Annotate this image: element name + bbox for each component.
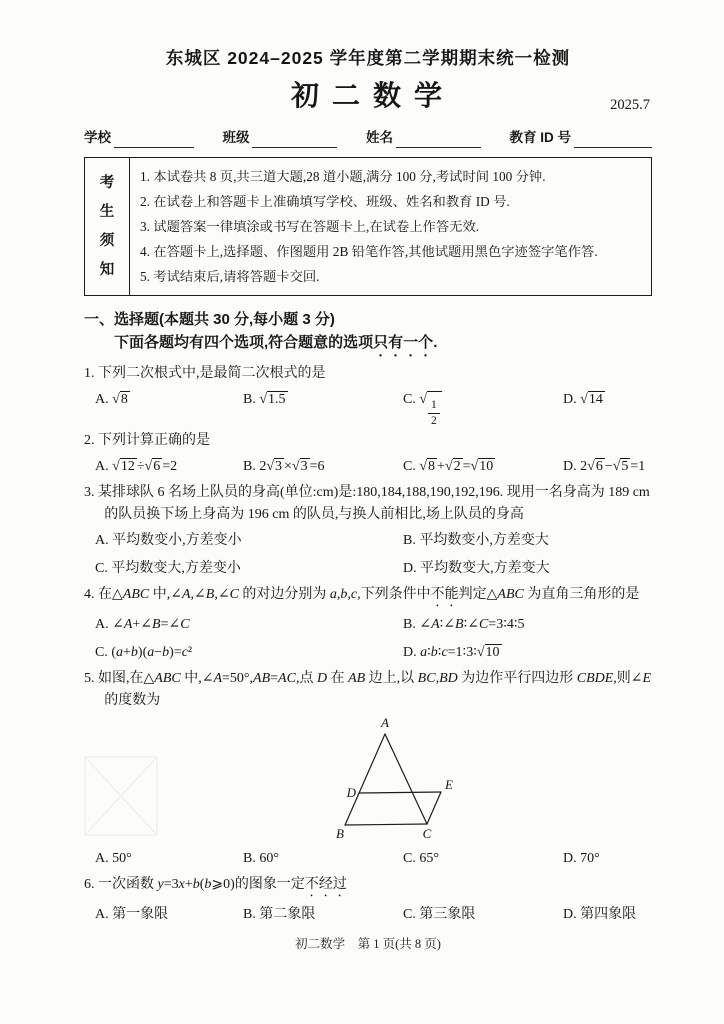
school-blank-line (114, 132, 194, 148)
question-4-options (84, 613, 652, 665)
question-5-option-a: A. 50° (95, 851, 132, 867)
notice-side-label (85, 158, 130, 295)
question-1-stem: 1. 下列二次根式中,是最简二次根式的是 (84, 366, 326, 381)
notice-items (130, 158, 651, 295)
name-label: 姓名 (365, 130, 393, 145)
question-2-option-c: C. √8 +√2 =√10 (403, 459, 494, 475)
notice-item-3: 3. 试题答案一律填涂或书写在答题卡上,在试卷上作答无效. (140, 219, 480, 234)
school-label: 学校 (84, 130, 111, 145)
question-5 (84, 668, 652, 871)
education-id-blank-line (574, 132, 652, 148)
notice-item-4: 4. 在答题卡上,选择题、作图题用 2B 铅笔作答,其他试题用黑色字迹签字笔作答. (140, 244, 598, 259)
question-3-option-b: B. 平均数变小,方差变大 (403, 533, 549, 549)
question-2-option-b: B. 2√3 ×√3 =6 (243, 459, 325, 475)
question-6-option-b: B. 第二象限 (243, 907, 316, 923)
question-3-stem: 3. 某排球队 6 名场上队员的身高(单位:cm)是:180,184,188,190,192,196. 现用一名身高为 189 cm 的队员换下场上身高为 196 cm 的队员,与换人前相比,场上队员的身高 (84, 485, 650, 523)
question-6 (84, 874, 652, 927)
question-1-option-c: C. √ $\frac{1}{2}$ (403, 388, 563, 427)
question-5-option-c: C. 65° (403, 851, 439, 867)
question-4-option-d: D. a∶b∶c=1∶3∶√10 (403, 645, 500, 661)
notice-item-5: 5. 考试结束后,请将答题卡交回. (140, 269, 320, 284)
question-3 (84, 482, 652, 581)
question-1-option-a: A. √8 (95, 392, 128, 407)
question-6-stem: 6. 一次函数 y=3x+b(b⩾0)的图象一定不经过 (84, 877, 347, 893)
education-id-label: 教育 ID 号 (509, 130, 571, 145)
figure-label-c: C (422, 826, 432, 842)
question-4 (84, 584, 652, 665)
pencil-scribble-artifact (82, 754, 160, 838)
question-3-option-c: C. 平均数变大,方差变小 (95, 561, 241, 577)
question-4-option-c: C. (a+b)(a−b)=c² (95, 645, 193, 661)
figure-label-e: E (445, 777, 453, 793)
name-blank-line (396, 132, 481, 148)
subject-row (84, 78, 652, 116)
question-5-stem: 5. 如图,在△ABC 中,∠A=50°,AB=AC,点 D 在 AB 边上,以 BC,BD 为边作平行四边形 CBDE,则∠E 的度数为 (84, 671, 652, 709)
question-1-options (84, 388, 652, 427)
notice-item-1: 1. 本试卷共 8 页,共三道大题,28 道小题,满分 100 分,考试时间 100 分钟. (140, 169, 546, 184)
question-5-options (84, 847, 652, 871)
page-footer: 初二数学 第 1 页(共 8 页) (295, 937, 441, 952)
figure-label-a: A (381, 716, 389, 731)
class-field (222, 128, 337, 148)
question-1-option-b: B. √1.5 (243, 392, 286, 407)
question-6-option-a: A. 第一象限 (95, 907, 169, 923)
question-3-option-a: A. 平均数变小,方差变小 (95, 533, 242, 549)
student-info-fields (84, 128, 652, 148)
question-5-option-b: B. 60° (243, 851, 279, 867)
question-5-figure (332, 716, 482, 844)
figure-label-b: B (336, 826, 344, 842)
notice-item-2: 2. 在试卷上和答题卡上准确填写学校、班级、姓名和教育 ID 号. (140, 194, 510, 209)
question-4-stem: 4. 在△ABC 中,∠A,∠B,∠C 的对边分别为 a,b,c,下列条件中不能判定△ABC 为直角三角形的是 (84, 587, 640, 603)
question-4-option-b: B. ∠A∶∠B∶∠C=3∶4∶5 (403, 617, 525, 633)
section-intro: 下面各题均有四个选项,符合题意的选项只有一个. (114, 334, 438, 351)
question-5-option-d: D. 70° (563, 851, 600, 867)
question-2-option-d: D. 2√6 −√5 =1 (563, 459, 646, 475)
question-1-option-d: D. √14 (563, 392, 603, 407)
question-3-options (84, 529, 652, 581)
question-2-option-a: A. √12 ÷√6 =2 (95, 459, 178, 475)
school-field (84, 128, 194, 148)
question-1 (84, 363, 652, 427)
question-6-options (84, 903, 652, 927)
question-4-option-a: A. ∠A+∠B=∠C (95, 617, 190, 633)
question-6-option-d: D. 第四象限 (563, 907, 637, 923)
question-6-option-c: C. 第三象限 (403, 907, 476, 923)
exam-title: 东城区 2024–2025 学年度第二学期期末统一检测 (165, 48, 571, 68)
question-2 (84, 430, 652, 479)
question-3-option-d: D. 平均数变大,方差变大 (403, 561, 550, 577)
question-2-stem: 2. 下列计算正确的是 (84, 433, 210, 449)
class-blank-line (252, 132, 337, 148)
parallelogram-triangle-figure (332, 716, 482, 844)
figure-label-d: D (346, 785, 356, 801)
question-2-options (84, 455, 652, 479)
subject-title: 初 二 数 学 (290, 81, 445, 112)
candidate-notice-box (84, 157, 652, 296)
education-id-field (509, 128, 652, 148)
name-field (366, 128, 481, 148)
class-label: 班级 (222, 130, 250, 145)
section-heading: 一、选择题(本题共 30 分,每小题 3 分) (84, 311, 335, 328)
notice-side-text: 考生须知 (99, 174, 115, 278)
exam-date: 2025.7 (610, 97, 650, 113)
